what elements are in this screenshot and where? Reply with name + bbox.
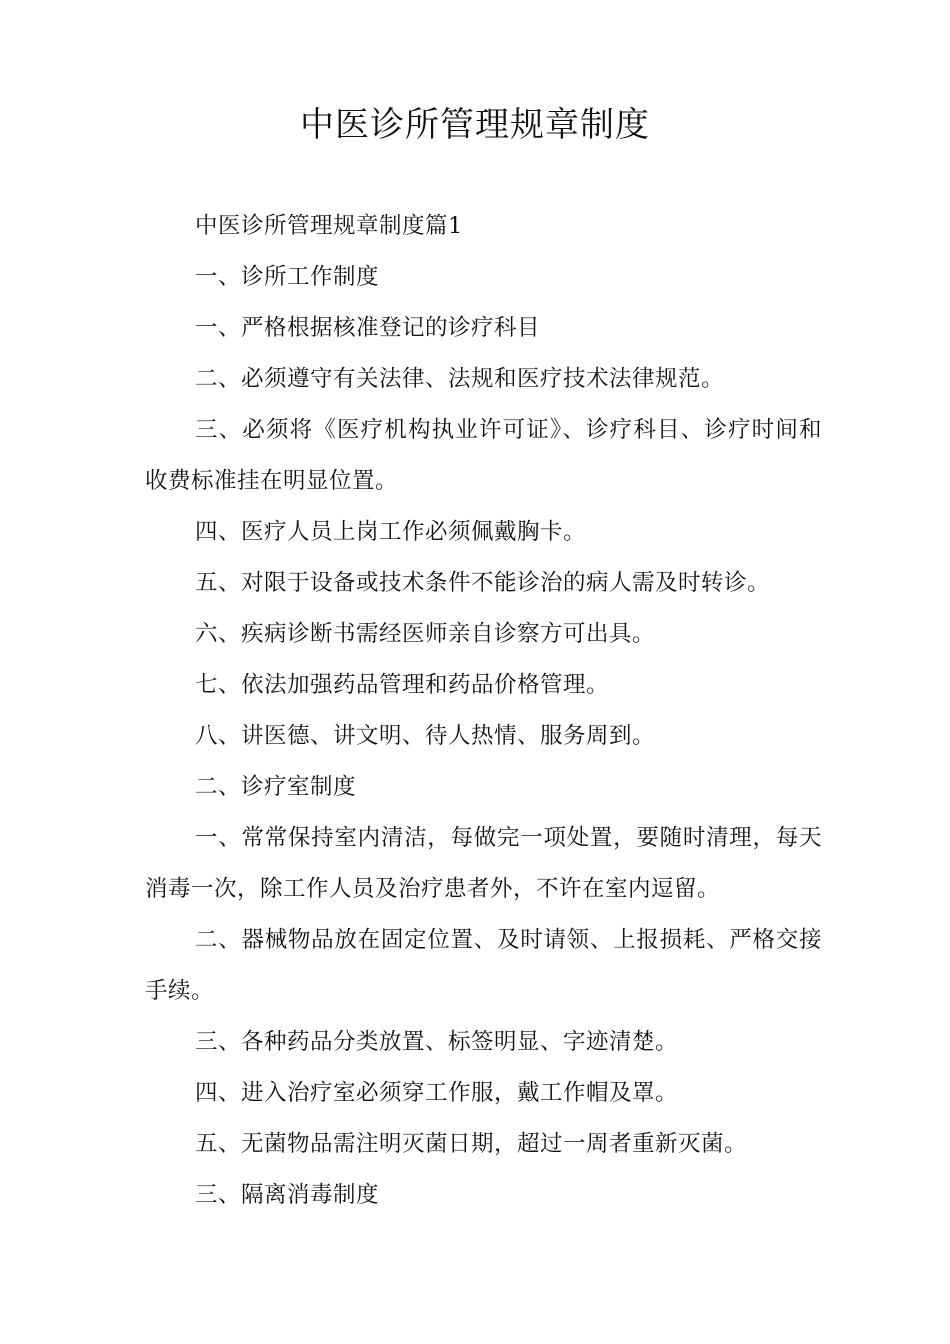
document-title: 中医诊所管理规章制度 [300,105,650,145]
paragraph: 五、对限于设备或技术条件不能诊治的病人需及时转诊。 [195,570,771,596]
section-heading-isolation: 三、隔离消毒制度 [195,1182,380,1208]
paragraph: 八、讲医德、讲文明、待人热情、服务周到。 [195,723,656,749]
paragraph: 三、必须将《医疗机构执业许可证》、诊疗科目、诊疗时间和收费标准挂在明显位置。 [145,417,822,494]
document-body [145,201,822,1221]
paragraph-heading: 中医诊所管理规章制度篇1 [195,213,463,239]
section-heading-treatment-room: 二、诊疗室制度 [195,774,357,800]
paragraph: 四、进入治疗室必须穿工作服，戴工作帽及罩。 [195,1080,679,1106]
paragraph: 一、严格根据核准登记的诊疗科目 [195,315,541,341]
paragraph: 四、医疗人员上岗工作必须佩戴胸卡。 [195,519,587,545]
paragraph: 二、必须遵守有关法律、法规和医疗技术法律规范。 [195,366,725,392]
paragraph: 六、疾病诊断书需经医师亲自诊察方可出具。 [195,621,656,647]
paragraph: 二、器械物品放在固定位置、及时请领、上报损耗、严格交接手续。 [145,927,822,1004]
paragraph: 三、各种药品分类放置、标签明显、字迹清楚。 [195,1029,679,1055]
section-heading-clinic-work: 一、诊所工作制度 [195,264,380,290]
paragraph: 七、依法加强药品管理和药品价格管理。 [195,672,610,698]
paragraph: 一、常常保持室内清洁，每做完一项处置，要随时清理，每天消毒一次，除工作人员及治疗患者外，不许在室内逗留。 [145,825,822,902]
paragraph: 五、无菌物品需注明灭菌日期，超过一周者重新灭菌。 [195,1131,748,1157]
